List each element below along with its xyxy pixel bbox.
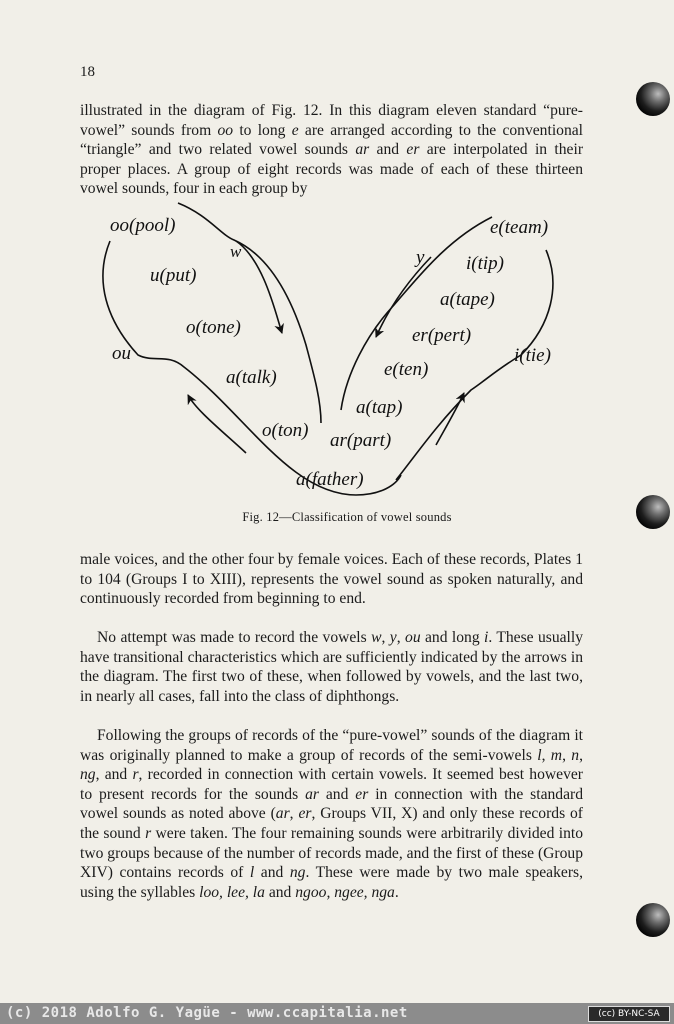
right-inner-curve [341, 217, 492, 410]
itie-arrow [436, 393, 464, 445]
label-y: y [416, 247, 425, 268]
label-a-tap: a(tap) [356, 397, 403, 418]
label-a-father: a(father) [296, 469, 364, 490]
figure-caption: Fig. 12—Classification of vowel sounds [242, 510, 452, 524]
label-o-ton: o(ton) [262, 420, 309, 441]
label-ar-part: ar(part) [330, 430, 392, 451]
label-a-tape: a(tape) [440, 289, 495, 310]
ou-arrow [188, 395, 246, 453]
footer-bar [0, 1003, 674, 1024]
label-i-tie: i(tie) [514, 345, 551, 366]
label-u-put: u(put) [150, 265, 197, 286]
label-w: w [230, 242, 242, 261]
label-a-talk: a(talk) [226, 367, 277, 388]
label-e-team: e(team) [490, 217, 549, 238]
paragraph-following: Following the groups of records of the “pure-vowel” sounds of the diagram it was originally planned to make a group of records of the semi-vowels l, m, n, ng, and r, recorded in connection with certain vowels. It seemed best however to present records for the sounds ar and er in connection with the standard vowel sounds as noted above (ar, er, Groups VII, X) and only these records of the sound r were taken. The four remaining sounds were arbitrarily divided into two groups because of the number of records made, and the first of these (Group XIV) contains records of l and ng. These were made by two male speakers, using the syllables loo, lee, la and ngoo, ngee, nga. [80, 727, 584, 901]
label-er-pert: er(pert) [412, 325, 472, 346]
left-inner-curve [178, 203, 321, 423]
copyright-text: (c) 2018 Adolfo G. Yagüe - www.ccapitalia.net [6, 1005, 408, 1021]
paragraph-no-attempt: No attempt was made to record the vowels w, y, ou and long i. These usually have transitional characteristics which are sufficiently indicated by the arrows in the diagram. The first two of these, when followed by vowels, and the last two, in nearly all cases, fall into the class of diphthongs. [80, 629, 584, 705]
w-arrow [236, 241, 282, 333]
binder-hole-top [636, 82, 670, 116]
page-number: 18 [80, 64, 95, 80]
binder-hole-bottom [636, 903, 670, 937]
license-badge[interactable]: (cc) BY-NC-SA [588, 1006, 670, 1022]
label-o-tone: o(tone) [186, 317, 241, 338]
paragraph-records: male voices, and the other four by female voices. Each of these records, Plates 1 to 104 (Groups I to XIII), represents the vowel sound as spoken naturally, and continuously recorded from beginning to end. [80, 551, 583, 608]
label-e-ten: e(ten) [384, 359, 429, 380]
label-i-tip: i(tip) [466, 253, 504, 274]
label-ou: ou [112, 343, 131, 364]
label-oo-pool: oo(pool) [110, 215, 176, 236]
paragraph-intro: illustrated in the diagram of Fig. 12. In this diagram eleven standard “pure-vowel” sounds from oo to long e are arranged according to the conventional “triangle” and two related vowel sounds ar and er are interpolated in their proper places. A group of eight records was made of each of these thirteen vowel sounds, four in each group by [80, 102, 584, 198]
vowel-diagram [96, 195, 576, 505]
